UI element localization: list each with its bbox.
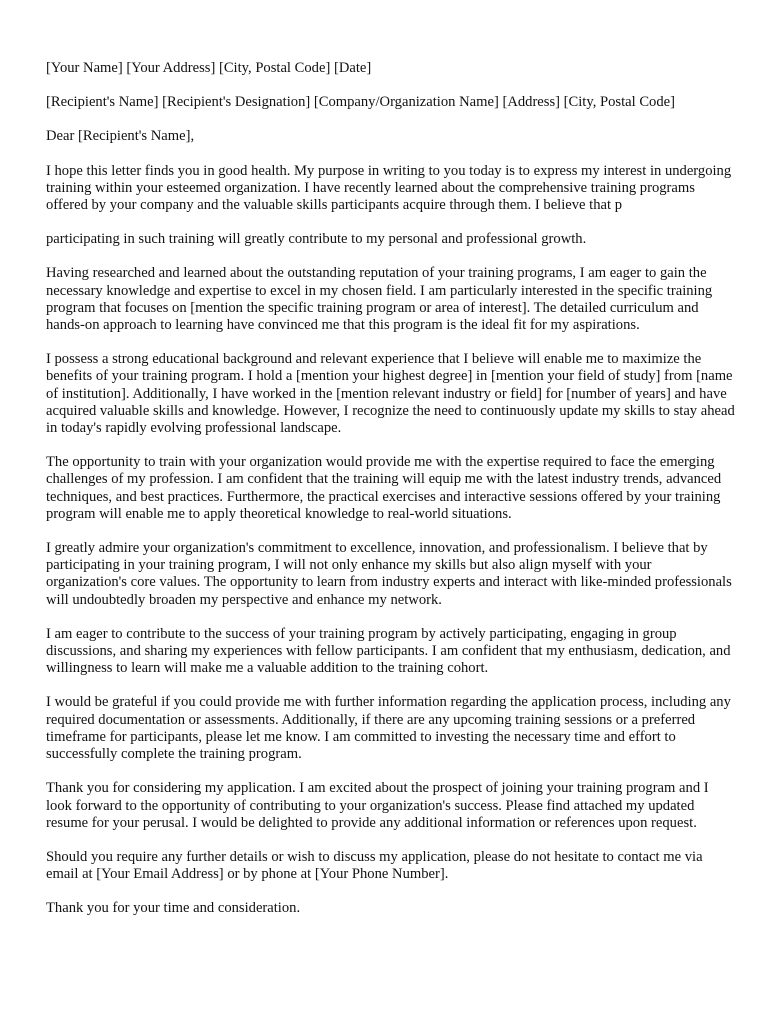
body-paragraph: I would be grateful if you could provide me with further information regarding the application process, including any required documentation or assessments. Additionally, if there are any upcoming training sessions or a preferred timeframe for participants, please let me know. I am committed to investing the necessary time and effort to successfully complete the training program. — [46, 694, 731, 763]
body-paragraph: Should you require any further details or wish to discuss my application, please do not hesitate to contact me via email at [Your Email Address] or by phone at [Your Phone Number]. — [46, 848, 703, 883]
body-paragraph: I possess a strong educational background and relevant experience that I believe will enable me to maximize the benefits of your training program. I hold a [mention your highest degree] in [mention your field of study] from [name of institution]. Additionally, I have worked in the [mention relevant industry or field] for [number of years] and have acquired valuable skills and knowledge. However, I recognize the need to continuously update my skills to stay ahead in today's rapidly evolving professional landscape. — [46, 351, 735, 437]
closing-line: Thank you for your time and consideration. — [46, 900, 301, 917]
body-paragraph: I hope this letter finds you in good health. My purpose in writing to you today is to express my interest in undergoing training within your esteemed organization. I have recently learned about the comprehensive training programs offered by your company and the valuable skills participants acquire through them. I believe that p — [46, 162, 732, 214]
sender-line: [Your Name] [Your Address] [City, Postal Code] [Date] — [46, 60, 372, 76]
salutation: Dear [Recipient's Name], — [46, 128, 195, 145]
letter-document — [46, 60, 736, 935]
recipient-line: [Recipient's Name] [Recipient's Designation] [Company/Organization Name] [Address] [City, Postal Code] — [46, 94, 675, 111]
body-paragraph: I am eager to contribute to the success of your training program by actively participating, engaging in group discussions, and sharing my experiences with fellow participants. I am confident that my enthusiasm, dedication, and willingness to learn will make me a valuable addition to the training cohort. — [46, 625, 731, 677]
body-paragraph: Having researched and learned about the outstanding reputation of your training programs, I am eager to gain the necessary knowledge and expertise to excel in my chosen field. I am particularly interested in the specific training program that focuses on [mention the specific training program or area of interest]. The detailed curriculum and hands-on approach to learning have convinced me that this program is the ideal fit for my aspirations. — [46, 265, 713, 334]
body-paragraph: I greatly admire your organization's commitment to excellence, innovation, and professionalism. I believe that by participating in your training program, I will not only enhance my skills but also align myself with your organization's core values. The opportunity to learn from industry experts and interact with like-minded professionals will undoubtedly broaden my perspective and enhance my network. — [46, 540, 732, 608]
body-paragraph: The opportunity to train with your organization would provide me with the expertise required to face the emerging challenges of my profession. I am confident that the training will equip me with the latest industry trends, advanced techniques, and best practices. Furthermore, the practical exercises and interactive sessions offered by your training program will enable me to apply theoretical knowledge to real-world situations. — [46, 454, 722, 522]
body-paragraph: Thank you for considering my application. I am excited about the prospect of joining your training program and I look forward to the opportunity of contributing to your organization's success. Please find attached my updated resume for your perusal. I would be delighted to provide any additional information or references upon request. — [46, 780, 709, 831]
body-paragraph: participating in such training will greatly contribute to my personal and professional growth. — [46, 231, 587, 248]
